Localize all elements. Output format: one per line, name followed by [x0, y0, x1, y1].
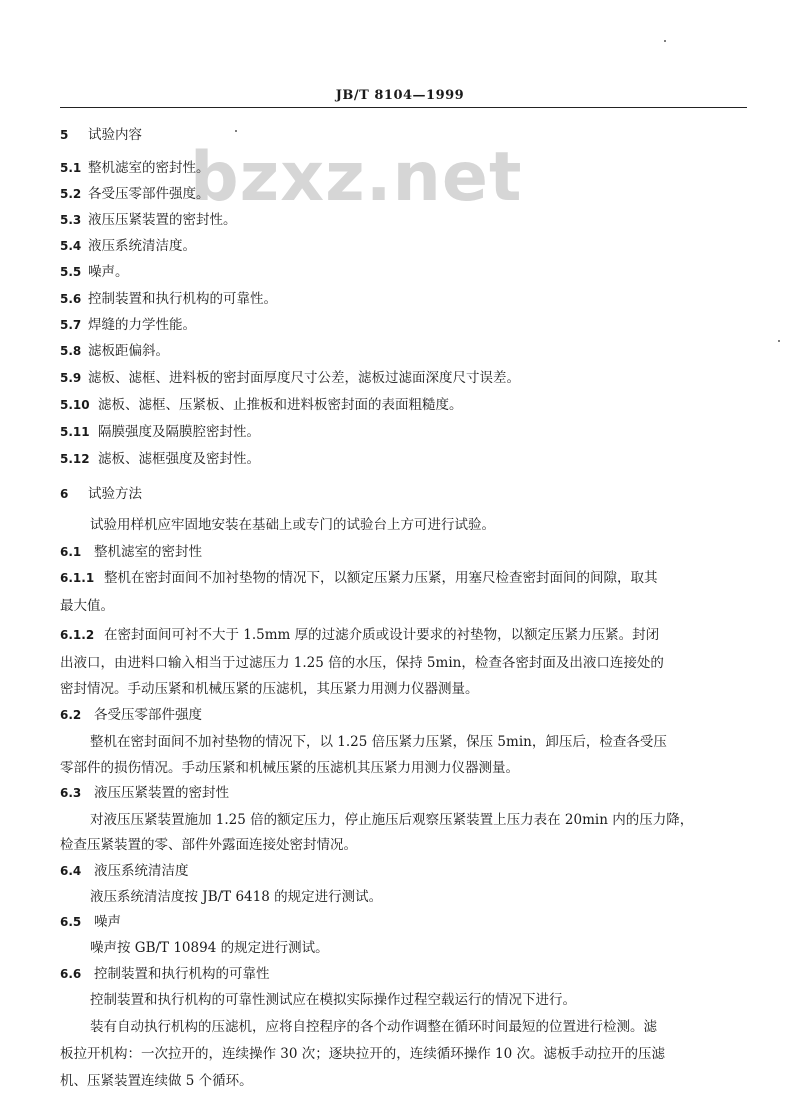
content-item: 5.10 滤板、滤框、压紧板、止推板和进料板密封面的表面粗糙度。 [60, 397, 463, 413]
subsection-heading: 6.4 液压系统清洁度 [60, 863, 189, 879]
paragraph-line: 噪声按 GB/T 10894 的规定进行测试。 [90, 940, 329, 956]
paragraph-line: 最大值。 [60, 598, 114, 614]
header-rule [60, 107, 747, 108]
content-item: 5.6 控制装置和执行机构的可靠性。 [60, 291, 277, 307]
subsection-heading: 6.3 液压压紧装置的密封性 [60, 785, 229, 801]
paragraph-line: 对液压压紧装置施加 1.25 倍的额定压力，停止施压后观察压紧装置上压力表在 20min 内的压力降， [90, 812, 694, 828]
paragraph-line: 检查压紧装置的零、部件外露面连接处密封情况。 [60, 837, 357, 853]
content-item: 5.4 液压系统清洁度。 [60, 238, 196, 254]
paragraph-line: 整机在密封面间不加衬垫物的情况下，以 1.25 倍压紧力压紧，保压 5min，卸压后，检查各受压 [90, 734, 667, 750]
page-header: JB/T 8104—1999 [335, 88, 465, 103]
paragraph-line: 试验用样机应牢固地安装在基础上或专门的试验台上方可进行试验。 [90, 517, 495, 533]
watermark: bzxz.net [190, 138, 523, 217]
paragraph-line: 出液口，由进料口输入相当于过滤压力 1.25 倍的水压，保持 5min，检查各密封面及出液口连接处的 [60, 655, 664, 671]
scan-speck [778, 340, 780, 342]
content-item: 5.5 噪声。 [60, 264, 129, 280]
subsection-heading: 6.1 整机滤室的密封性 [60, 544, 202, 560]
content-item: 5.3 液压压紧装置的密封性。 [60, 212, 237, 228]
subsection-heading: 6.5 噪声 [60, 914, 121, 930]
clause-line: 6.1.1 整机在密封面间不加衬垫物的情况下，以额定压紧力压紧，用塞尺检查密封面间的间隙，取其 [60, 570, 658, 586]
content-item: 5.7 焊缝的力学性能。 [60, 317, 196, 333]
paragraph-line: 控制装置和执行机构的可靠性测试应在模拟实际操作过程空载运行的情况下进行。 [90, 992, 576, 1008]
content-item: 5.2 各受压零部件强度。 [60, 186, 210, 202]
subsection-heading: 6.2 各受压零部件强度 [60, 707, 202, 723]
content-item: 5.9 滤板、滤框、进料板的密封面厚度尺寸公差，滤板过滤面深度尺寸误差。 [60, 370, 520, 386]
clause-line: 6.1.2 在密封面间可衬不大于 1.5mm 厚的过滤介质或设计要求的衬垫物，以额定压紧力压紧。封闭 [60, 627, 660, 643]
content-item: 5.1 整机滤室的密封性。 [60, 160, 210, 176]
paragraph-line: 机、压紧装置连续做 5 个循环。 [60, 1073, 253, 1089]
section-heading: 6 试验方法 [60, 486, 142, 502]
content-item: 5.12 滤板、滤框强度及密封性。 [60, 451, 260, 467]
content-item: 5.8 滤板距偏斜。 [60, 343, 169, 359]
section-heading: 5 试验内容 [60, 127, 142, 143]
paragraph-line: 液压系统清洁度按 JB/T 6418 的规定进行测试。 [90, 889, 383, 905]
subsection-heading: 6.6 控制装置和执行机构的可靠性 [60, 966, 270, 982]
scan-speck [664, 40, 666, 42]
paragraph-line: 零部件的损伤情况。手动压紧和机械压紧的压滤机其压紧力用测力仪器测量。 [60, 760, 519, 776]
paragraph-line: 板拉开机构：一次拉开的，连续操作 30 次；逐块拉开的，连续循环操作 10 次。滤板手动拉开的压滤 [60, 1046, 666, 1062]
content-item: 5.11 隔膜强度及隔膜腔密封性。 [60, 424, 260, 440]
paragraph-line: 装有自动执行机构的压滤机，应将自控程序的各个动作调整在循环时间最短的位置进行检测。滤 [90, 1019, 657, 1035]
scan-speck [235, 130, 237, 132]
paragraph-line: 密封情况。手动压紧和机械压紧的压滤机，其压紧力用测力仪器测量。 [60, 681, 479, 697]
